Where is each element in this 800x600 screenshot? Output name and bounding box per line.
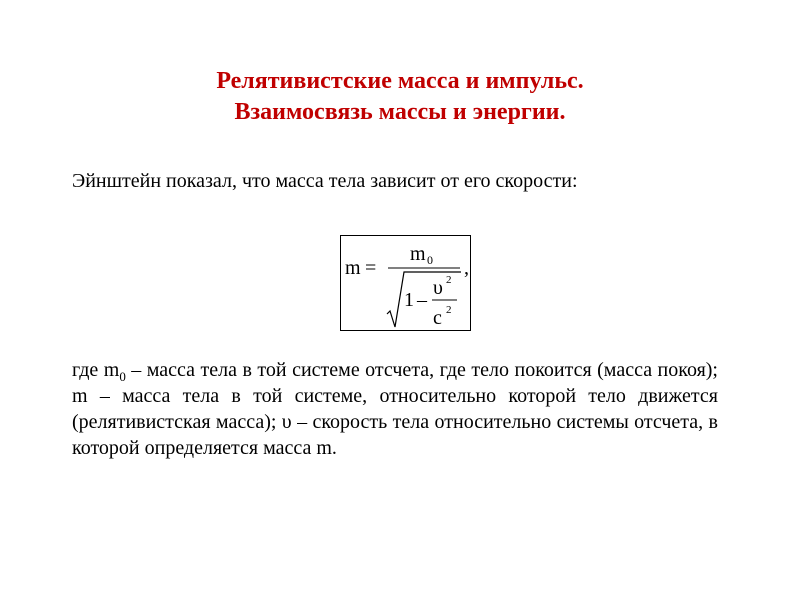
title-line-2: Взаимосвязь массы и энергии. xyxy=(234,99,566,125)
formula-one: 1 xyxy=(404,289,414,311)
explanation-subscript: 0 xyxy=(119,369,126,384)
relativistic-mass-formula xyxy=(341,236,472,332)
formula-c: c xyxy=(433,307,442,329)
formula-equals: = xyxy=(365,257,377,279)
formula-upsilon: υ xyxy=(433,277,443,299)
explanation-rest: – масса тела в той системе отсчета, где тело покоится (масса покоя); m – масса тела в той системе, относительно которой тело движется (релятивистская масса); υ – скорость тела относительно системы отсчета, в которой определяется масса m. xyxy=(72,359,718,459)
formula-lhs: m xyxy=(345,257,361,279)
explanation-start: где m xyxy=(72,359,120,381)
formula-minus: – xyxy=(417,289,427,311)
formula-comma: , xyxy=(464,257,469,279)
intro-text: Эйнштейн показал, что масса тела зависит от его скорости: xyxy=(72,170,578,192)
formula-numerator: m xyxy=(410,243,426,265)
formula-numerator-sub: 0 xyxy=(427,253,433,267)
title-line-1: Релятивистские масса и импульс. xyxy=(216,68,584,94)
formula-box xyxy=(340,235,471,331)
slide-title xyxy=(0,66,800,128)
formula-upsilon-sq: 2 xyxy=(446,274,452,286)
formula-c-sq: 2 xyxy=(446,304,452,316)
explanation-paragraph xyxy=(72,357,718,461)
